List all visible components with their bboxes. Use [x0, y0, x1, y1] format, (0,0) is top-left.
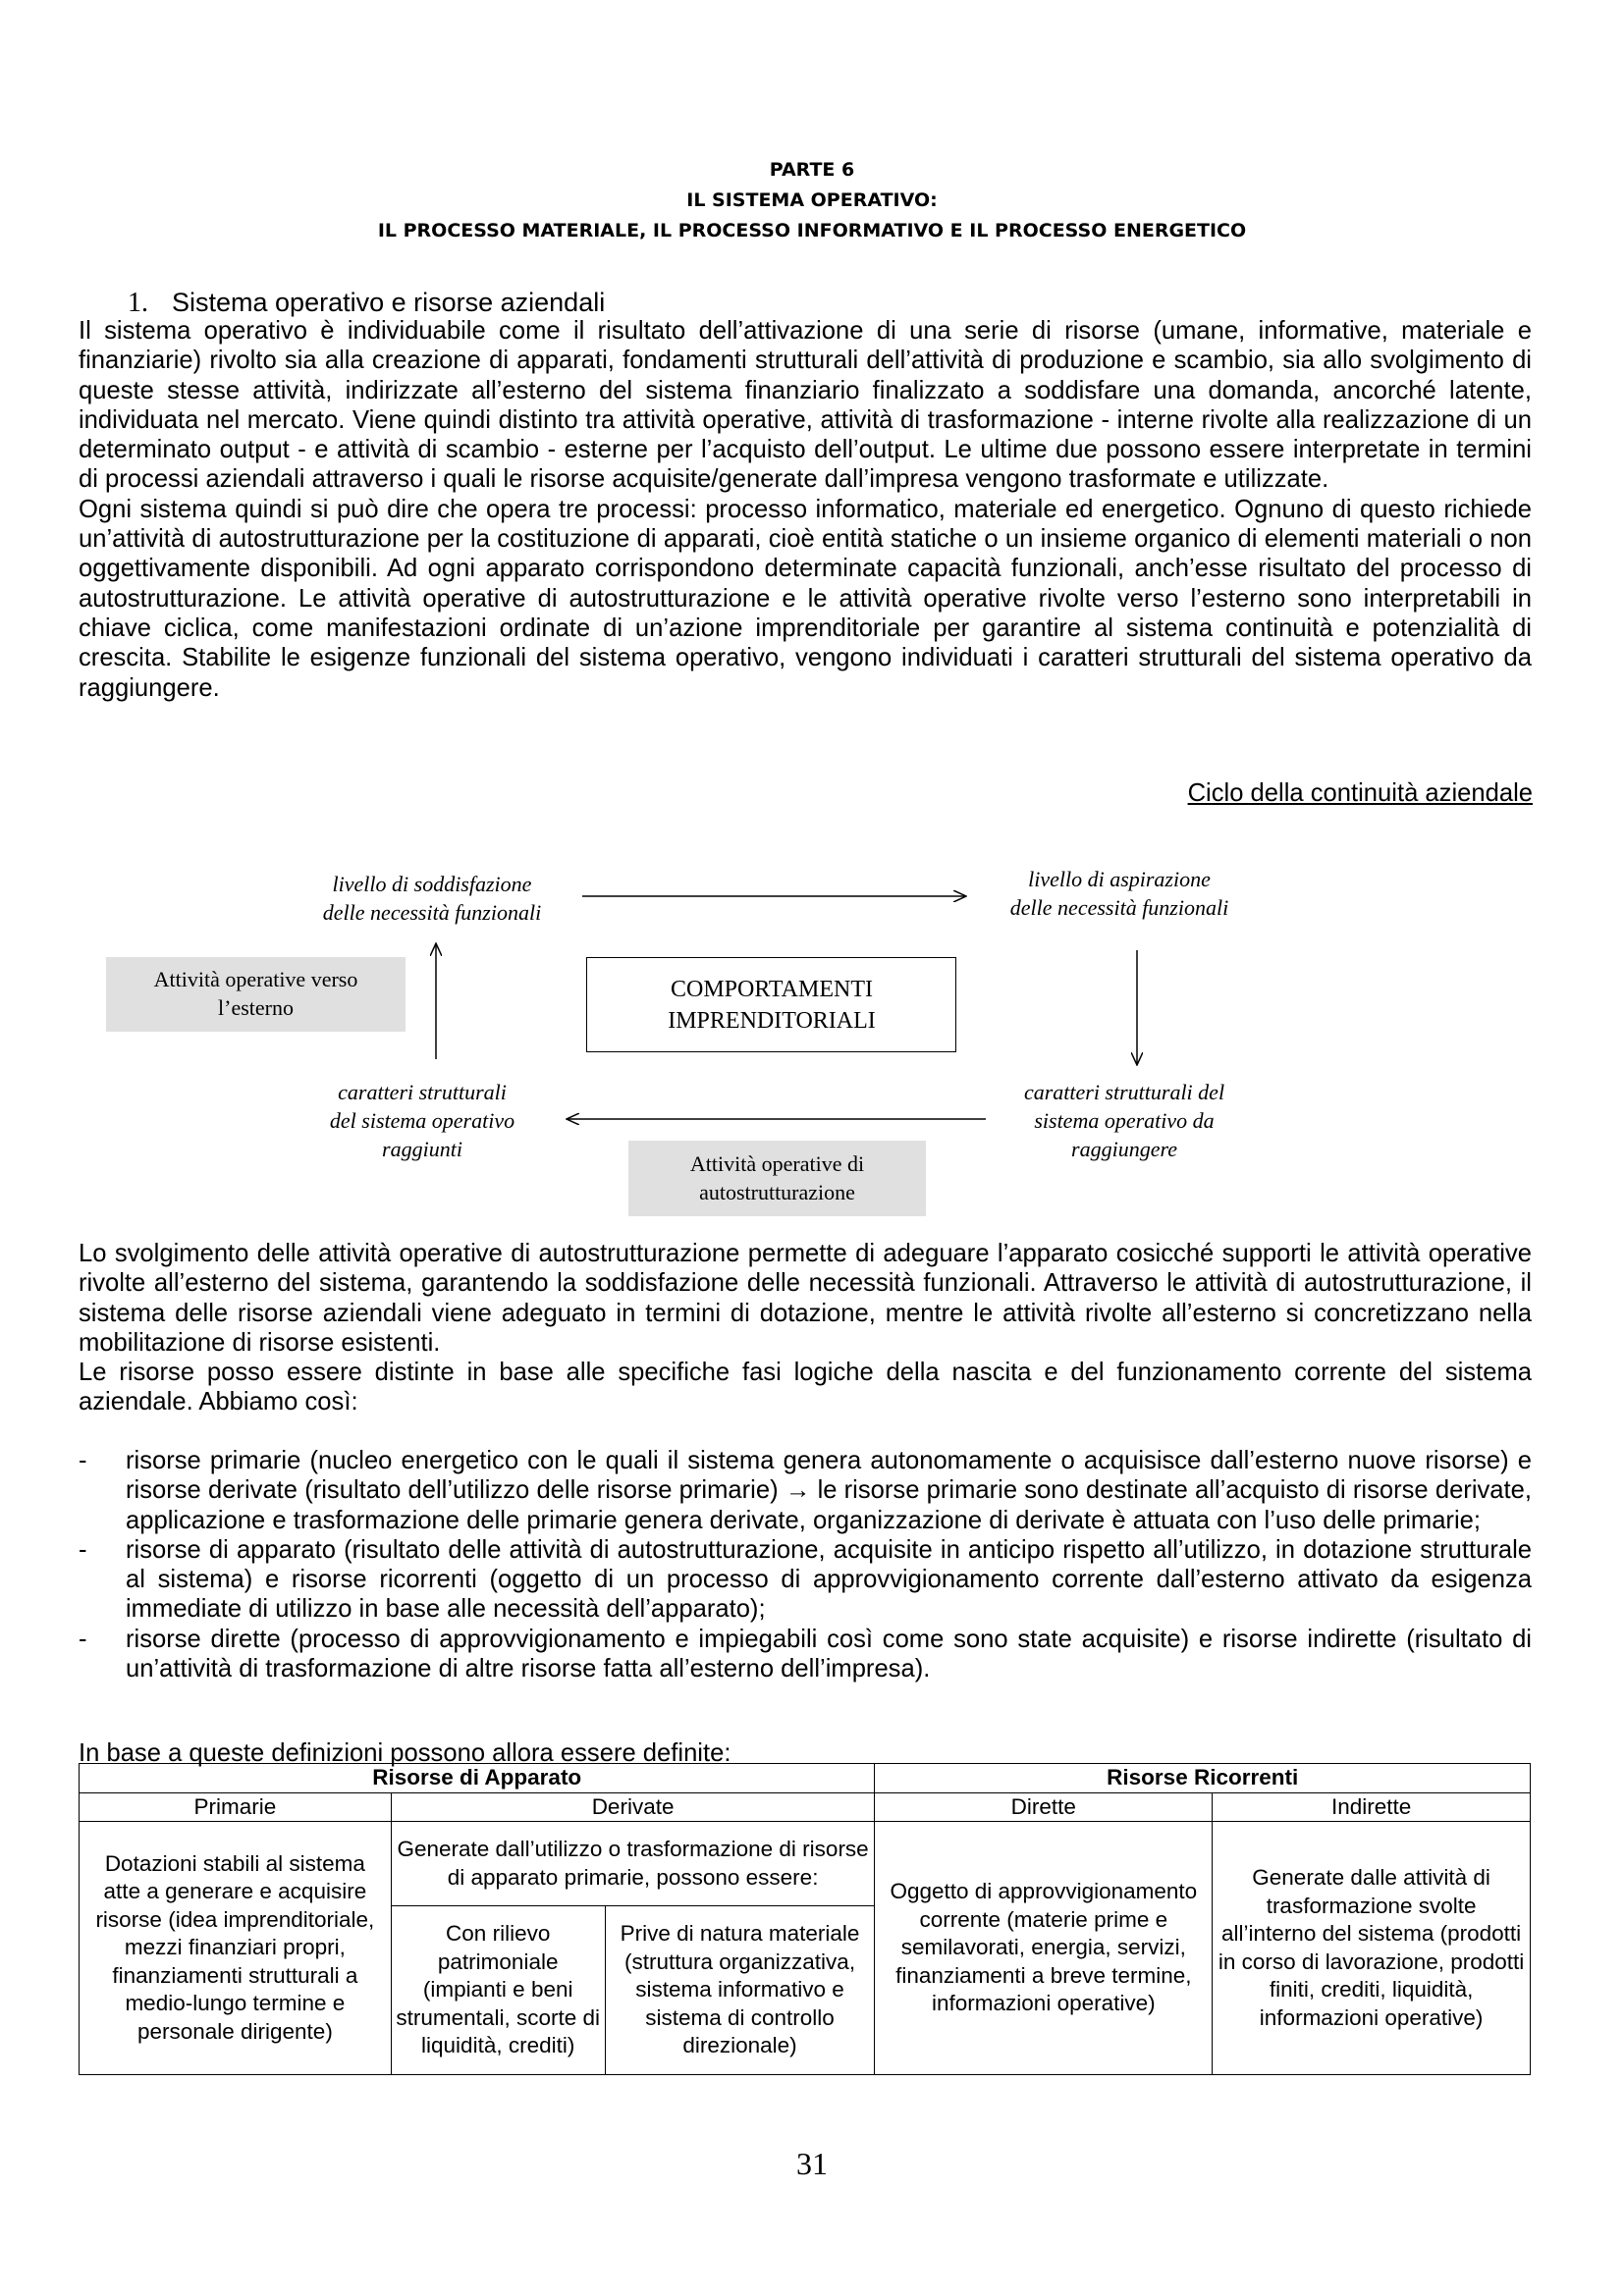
diagram-caption: Ciclo della continuità aziendale [1187, 779, 1533, 807]
self-structuring-label [628, 1149, 926, 1206]
section-number: 1. [128, 288, 148, 318]
label-line: IMPRENDITORIALI [668, 1008, 876, 1034]
label-target-structure [987, 1078, 1262, 1163]
part-subtitle-processes: IL PROCESSO MATERIALE, IL PROCESSO INFORMATIVO E IL PROCESSO ENERGETICO [377, 220, 1247, 241]
list-item [79, 1625, 1532, 1684]
table-group-header-apparato: Risorse di Apparato [80, 1764, 875, 1793]
table-col-header: Dirette [875, 1792, 1213, 1822]
resource-types-list [79, 1446, 1532, 1683]
label-line: delle necessità funzionali [322, 900, 542, 925]
list-item [79, 1446, 1532, 1535]
body-text-resources [79, 1239, 1532, 1417]
label-line: COMPORTAMENTI [671, 977, 873, 1002]
paragraph: Lo svolgimento delle attività operative di autostrutturazione permette di adeguare l’apparato cosicché supporti le attività operative rivolte all’esterno del sistema, garantendo la soddisfazione delle necessità funzionali. Attraverso le attività di autostrutturazione, il sistema delle risorse aziendali viene adeguato in termini di dotazione, mentre le attività rivolte all’esterno si concretizzano nella mobilitazione di risorse esistenti. [79, 1240, 1532, 1357]
list-dash: - [79, 1625, 87, 1653]
paragraph: Le risorse posso essere distinte in base alle specifiche fasi logiche della nascita e del funzionamento corrente del sistema aziendale. Abbiamo così: [79, 1359, 1532, 1416]
list-dash: - [79, 1535, 87, 1564]
table-row [80, 1792, 1531, 1822]
list-item-text: risorse primarie (nucleo energetico con le quali il sistema genera autonomamente o acquisisce dall’esterno nuove risorse) e risorse derivate (risultato dell’utilizzo delle risorse primarie) → le risorse primarie sono destinate all’acquisto di risorse derivate, applicazione e trasformazione delle primarie genera derivate, organizzazione di derivate è attuata con l’uso delle primarie; [126, 1447, 1532, 1534]
label-aspiration-level [977, 865, 1262, 922]
label-line: Attività operative verso [153, 967, 358, 991]
entrepreneurial-behaviour-label [586, 974, 957, 1037]
part-heading: PARTE 6 [769, 159, 855, 181]
table-col-header: Primarie [80, 1792, 392, 1822]
label-line: del sistema operativo [329, 1108, 515, 1133]
label-line: l’esterno [218, 995, 294, 1020]
list-item-text: risorse dirette (processo di approvvigionamento e impiegabili così come sono state acquisite) e risorse indirette (risultato di un’attività di trasformazione di altre risorse fatta all’esterno dell’impresa). [126, 1625, 1532, 1683]
paragraph: Il sistema operativo è individuabile come il risultato dell’attivazione di una serie di risorse (umane, informative, materiale e finanziarie) rivolto sia alla creazione di apparati, fondamenti strutturali dell’attività di produzione e scambio, sia allo svolgimento di queste stesse attività, indirizzate all’esterno del sistema finanziario finalizzato a soddisfare una domanda, ancorché latente, individuata nel mercato. Viene quindi distinto tra attività operative, attività di trasformazione - interne rivolte alla realizzazione di un determinato output - e attività di scambio - esterne per l’acquisto dell’output. Le ultime due possono essere interpretate in termini di processi aziendali attraverso i quali le risorse acquisite/generate dall’impresa vengono trasformate e utilizzate. [79, 317, 1532, 494]
label-line: raggiungere [1071, 1137, 1177, 1161]
table-cell: Prive di natura materiale (struttura organizzativa, sistema informativo e sistema di controllo direzionale) [605, 1906, 875, 2075]
label-line: autostrutturazione [699, 1180, 855, 1204]
label-line: caratteri strutturali del [1023, 1080, 1225, 1104]
label-achieved-structure [295, 1078, 550, 1163]
body-text-intro [79, 316, 1532, 703]
list-dash: - [79, 1447, 87, 1474]
resources-table [79, 1763, 1531, 2075]
part-subtitle: IL SISTEMA OPERATIVO: [686, 189, 938, 211]
label-line: sistema operativo da [1034, 1108, 1215, 1133]
label-line: delle necessità funzionali [1009, 895, 1229, 920]
page-number: 31 [796, 2146, 828, 2181]
table-group-header-ricorrenti: Risorse Ricorrenti [875, 1764, 1531, 1793]
table-col-header: Indirette [1213, 1792, 1531, 1822]
table-cell: Oggetto di approvvigionamento corrente (materie prime e semilavorati, energia, servizi, finanziamenti a breve termine, informazioni operative) [875, 1822, 1213, 2075]
table-cell: Generate dall’utilizzo o trasformazione di risorse di apparato primarie, possono essere: [391, 1822, 875, 1906]
table-row [80, 1822, 1531, 1906]
label-line: caratteri strutturali [338, 1080, 507, 1104]
table-cell: Con rilievo patrimoniale (impianti e beni strumentali, scorte di liquidità, crediti) [391, 1906, 605, 2075]
label-line: raggiunti [382, 1137, 462, 1161]
label-line: livello di soddisfazione [332, 872, 532, 896]
label-satisfaction-level [290, 870, 574, 927]
label-line: livello di aspirazione [1028, 867, 1211, 891]
table-cell: Generate dalle attività di trasformazione svolte all’interno del sistema (prodotti in corso di lavorazione, prodotti finiti, crediti, liquidità, informazioni operative) [1213, 1822, 1531, 2075]
list-item-text: risorse di apparato (risultato delle attività di autostrutturazione, acquisite in anticipo rispetto all’utilizzo, in dotazione strutturale al sistema) e risorse ricorrenti (oggetto di un processo di approvvigionamento corrente dall’esterno attivato da esigenza immediate di utilizzo in base alle necessità dell’apparato); [126, 1535, 1532, 1624]
section-title [128, 288, 605, 319]
list-item [79, 1535, 1532, 1625]
section-title-text: Sistema operativo e risorse aziendali [172, 288, 606, 317]
table-cell: Dotazioni stabili al sistema atte a generare e acquisire risorse (idea imprenditoriale, mezzi finanziari propri, finanziamenti strutturali a medio-lungo termine e personale dirigente) [80, 1822, 392, 2075]
label-line: Attività operative di [689, 1151, 865, 1176]
table-row [80, 1764, 1531, 1793]
table-col-header: Derivate [391, 1792, 875, 1822]
table-intro: In base a queste definizioni possono allora essere definite: [79, 1739, 731, 1767]
paragraph: Ogni sistema quindi si può dire che opera tre processi: processo informatico, materiale ed energetico. Ognuno di questo richiede un’attività di autostrutturazione per la costituzione di apparati, cioè entità statiche o un insieme organico di elementi materiali o non oggettivamente disponibili. Ad ogni apparato corrispondono determinate capacità funzionali, anch’esse risultato del processo di autostrutturazione. Le attività operative di autostrutturazione e le attività operative rivolte verso l’esterno sono interpretabili in chiave ciclica, come manifestazioni ordinate di un’azione imprenditoriale per garantire al sistema continuità e potenzialità di crescita. Stabilite le esigenze funzionali del sistema operativo, vengono individuati i caratteri strutturali del sistema operativo da raggiungere. [79, 495, 1532, 702]
external-activities-label [106, 965, 406, 1022]
